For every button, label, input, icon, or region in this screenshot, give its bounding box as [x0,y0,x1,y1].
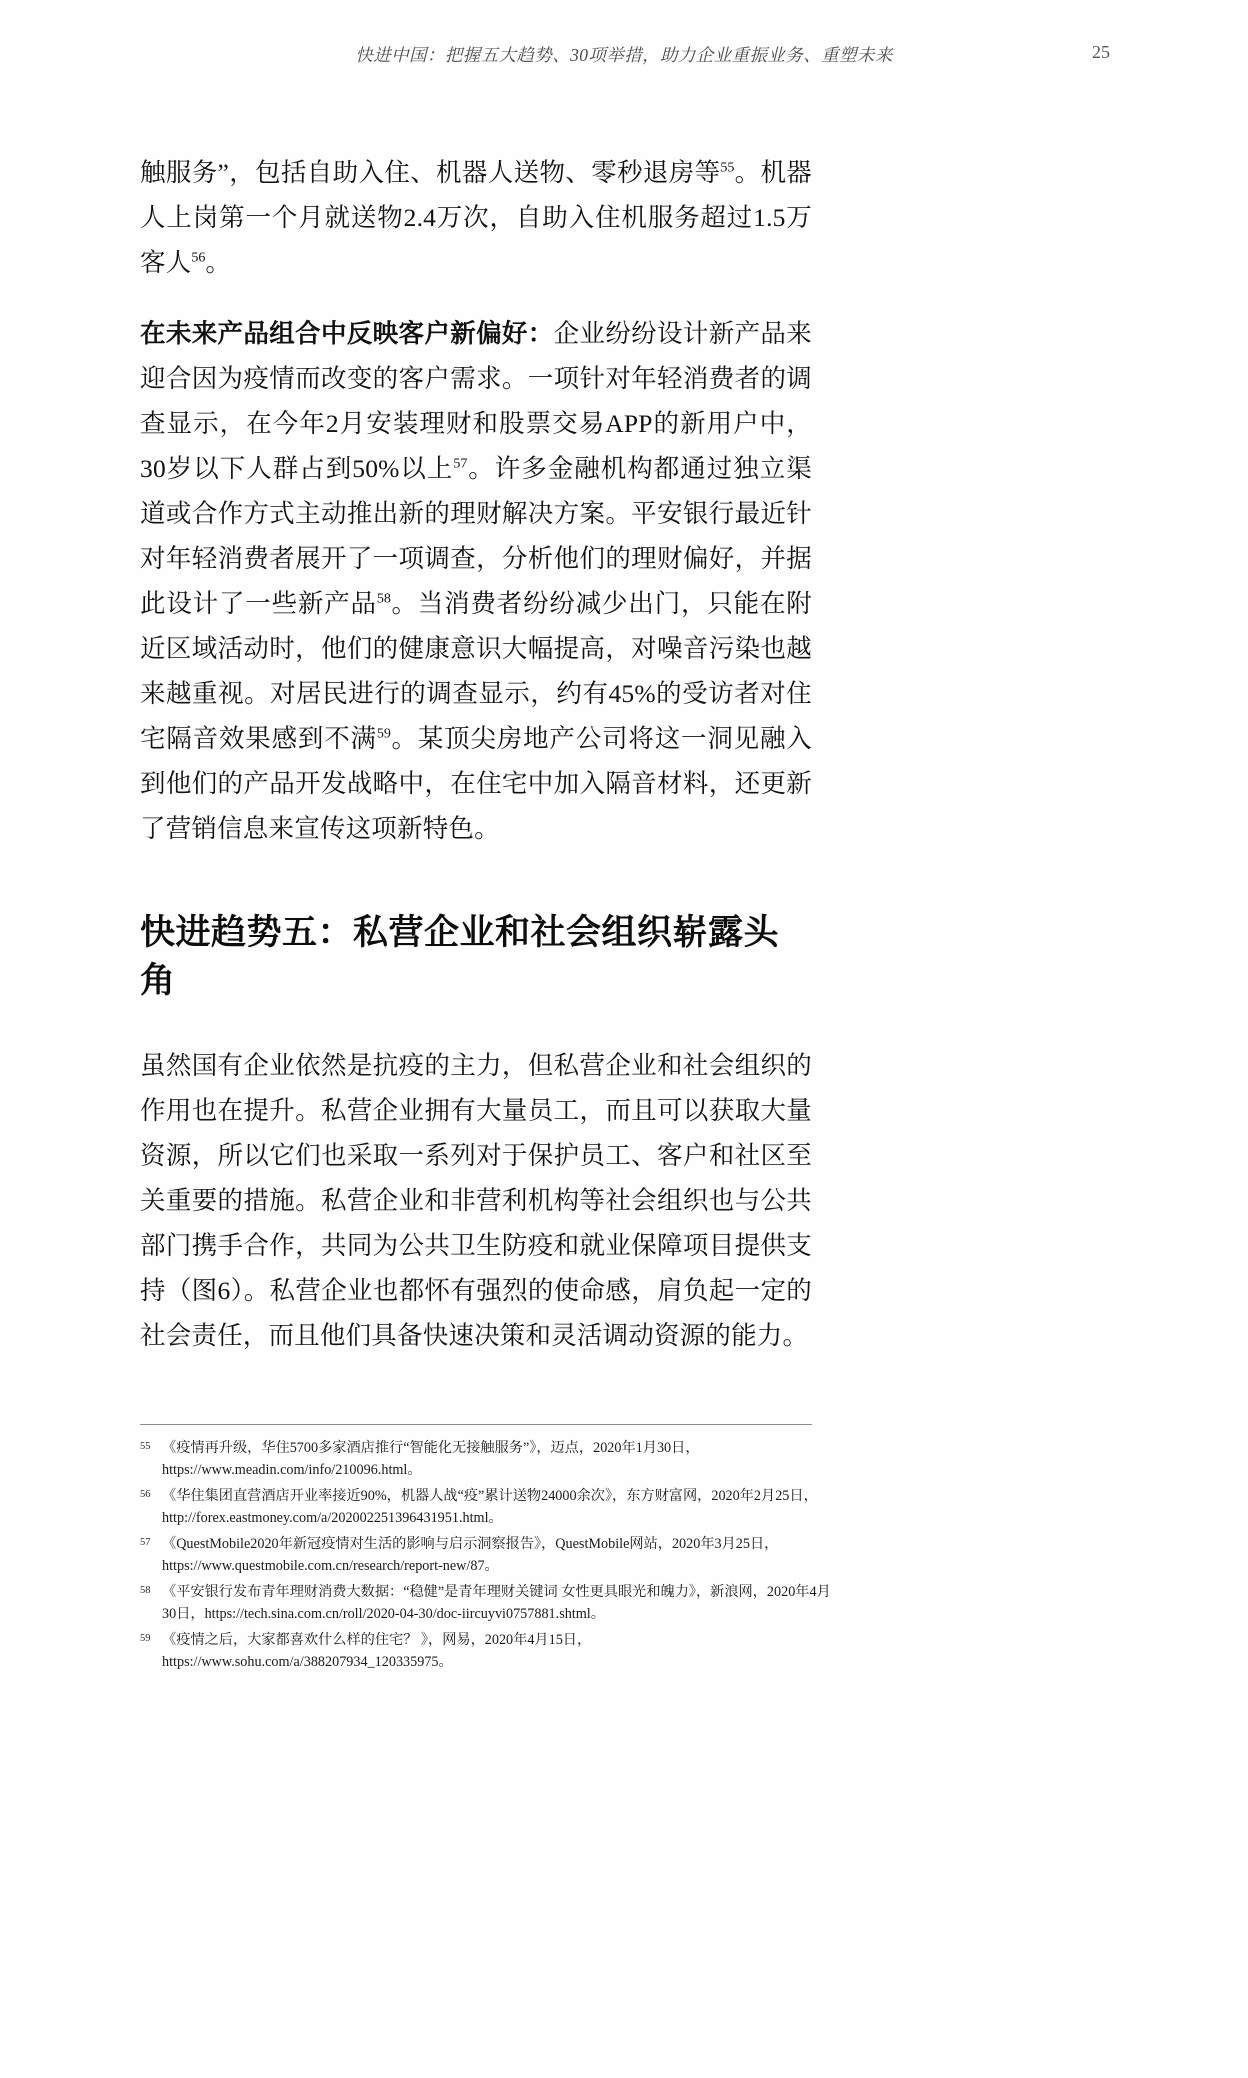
footnote-item [140,1581,840,1625]
footnote-text: 《QuestMobile2020年新冠疫情对生活的影响与启示洞察报告》，QuestMobile网站，2020年3月25日，https://www.questmobile.com.cn/research/report-new/87。 [162,1536,779,1574]
paragraph-1-text-b: 。机器人上岗第一个月就送物2.4万次，自助入住机服务超过1.5万客人 [140,158,812,277]
paragraph-2-text-b: 。许多金融机构都通过独立渠道或合作方式主动推出新的理财解决方案。平安银行最近针对年轻消费者展开了一项调查，分析他们的理财偏好，并据此设计了一些新产品 [140,454,812,618]
footnote-ref-55[interactable]: 55 [720,160,735,176]
paragraph-customer-preferences [140,311,812,851]
page-number: 25 [1092,42,1110,62]
footnote-number: 58 [140,1585,151,1596]
paragraph-2-lead-in: 在未来产品组合中反映客户新偏好： [140,319,554,348]
paragraph-2-text-a: 企业纷纷设计新产品来迎合因为疫情而改变的客户需求。一项针对年轻消费者的调查显示，在今年2月安装理财和股票交易APP的新用户中，30岁以下人群占到50%以上 [140,319,812,483]
footnote-item [140,1629,840,1673]
footnote-divider [140,1424,812,1425]
footnote-text: 《疫情之后，大家都喜欢什么样的住宅？ 》，网易，2020年4月15日，https://www.sohu.com/a/388207934_120335975。 [162,1632,592,1670]
footnote-number: 57 [140,1537,151,1548]
footnote-number: 56 [140,1489,151,1500]
footnote-item [140,1533,840,1577]
footnote-text: 《疫情再升级，华住5700多家酒店推行“智能化无接触服务”》，迈点，2020年1月30日，https://www.meadin.com/info/210096.html。 [162,1440,700,1478]
footnote-item [140,1437,840,1481]
paragraph-continuation [140,150,812,285]
footnote-ref-58[interactable]: 58 [376,591,391,607]
footnote-text: 《华住集团直营酒店开业率接近90%，机器人战“疫”累计送物24000余次》，东方财富网，2020年2月25日，http://forex.eastmoney.com/a/202002251396431951.html。 [162,1488,818,1526]
main-content [140,150,812,1358]
footnote-ref-56[interactable]: 56 [191,250,206,266]
paragraph-private-enterprise: 虽然国有企业依然是抗疫的主力，但私营企业和社会组织的作用也在提升。私营企业拥有大量员工，而且可以获取大量资源，所以它们也采取一系列对于保护员工、客户和社区至关重要的措施。私营企业和非营利机构等社会组织也与公共部门携手合作，共同为公共卫生防疫和就业保障项目提供支持（图6）。私营企业也都怀有强烈的使命感，肩负起一定的社会责任，而且他们具备快速决策和灵活调动资源的能力。 [140,1051,812,1350]
paragraph-2-text-d: 。某顶尖房地产公司将这一洞见融入到他们的产品开发战略中，在住宅中加入隔音材料，还更新了营销信息来宣传这项新特色。 [140,724,812,843]
footnote-number: 55 [140,1441,151,1452]
footnote-item [140,1485,840,1529]
footnote-ref-59[interactable]: 59 [376,726,391,742]
section-heading: 快进趋势五：私营企业和社会组织崭露头角 [140,913,780,1000]
paragraph-2-text-c: 。当消费者纷纷减少出门，只能在附近区域活动时，他们的健康意识大幅提高，对噪音污染也越来越重视。对居民进行的调查显示，约有45%的受访者对住宅隔音效果感到不满 [140,589,812,753]
footnote-text: 《平安银行发布青年理财消费大数据：“稳健”是青年理财关键词 女性更具眼光和魄力》，新浪网，2020年4月30日，https://tech.sina.com.cn/roll/2020-04-30/doc-iircuyvi0757881.shtml。 [162,1584,831,1622]
header-title: 快进中国：把握五大趋势、30项举措，助力企业重振业务、重塑未来 [355,45,893,65]
paragraph-1-text-c: 。 [205,248,232,277]
footnote-ref-57[interactable]: 57 [453,456,468,472]
paragraph-1-text-a: 触服务”，包括自助入住、机器人送物、零秒退房等 [140,158,721,187]
running-header [0,42,1248,76]
footnotes-section [140,1424,840,1677]
footnote-number: 59 [140,1633,151,1644]
